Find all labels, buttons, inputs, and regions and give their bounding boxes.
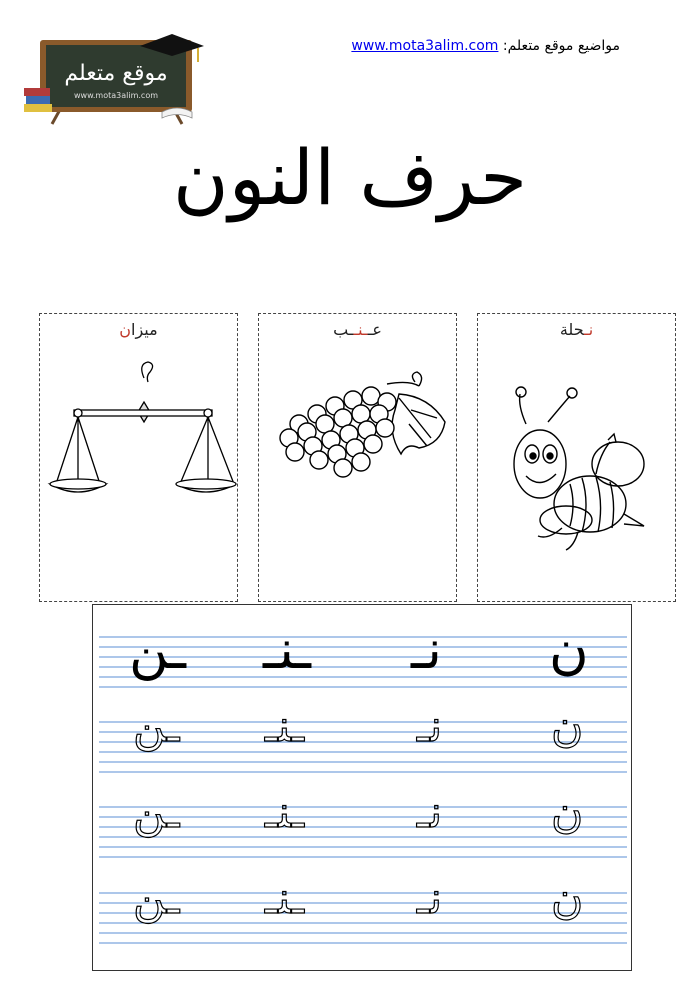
card-label-grapes: عــنــب bbox=[333, 320, 382, 339]
site-logo bbox=[22, 26, 212, 126]
trace-letter-final[interactable]: ـن bbox=[133, 873, 180, 924]
trace-letter-initial[interactable]: نـ bbox=[417, 873, 443, 924]
scale-icon bbox=[40, 314, 239, 603]
model-letter-final: ـن bbox=[129, 618, 186, 681]
grapes-icon bbox=[259, 314, 458, 603]
trace-letter-medial[interactable]: ـنـ bbox=[265, 701, 305, 752]
card-bee bbox=[477, 313, 676, 602]
site-link[interactable]: www.mota3alim.com bbox=[351, 38, 499, 54]
model-letter-medial: ـنـ bbox=[263, 618, 311, 681]
page-title: حرف النون bbox=[172, 133, 528, 222]
trace-letter-final[interactable]: ـن bbox=[133, 787, 180, 838]
trace-letter-final[interactable]: ـن bbox=[133, 701, 180, 752]
highlight-letter: ـنـ bbox=[353, 320, 368, 339]
logo-brand-text: موقع متعلم bbox=[64, 61, 168, 86]
header-line bbox=[351, 38, 620, 54]
card-grapes bbox=[258, 313, 457, 602]
trace-letter-medial[interactable]: ـنـ bbox=[265, 873, 305, 924]
trace-letter-initial[interactable]: نـ bbox=[417, 787, 443, 838]
card-scale bbox=[39, 313, 238, 602]
model-letter-isolated: ن bbox=[549, 618, 589, 681]
practice-sheet bbox=[92, 604, 632, 971]
card-label-bee: نـحلة bbox=[559, 320, 594, 339]
highlight-letter: نـ bbox=[584, 320, 594, 339]
bee-icon bbox=[478, 314, 677, 603]
trace-letter-initial[interactable]: نـ bbox=[417, 701, 443, 752]
header-prefix: مواضيع موقع متعلم: bbox=[502, 38, 620, 54]
card-label-scale: ميزان bbox=[119, 320, 158, 339]
highlight-letter: ن bbox=[119, 320, 132, 339]
trace-letter-isolated[interactable]: ن bbox=[551, 873, 584, 924]
trace-letter-medial[interactable]: ـنـ bbox=[265, 787, 305, 838]
trace-letter-isolated[interactable]: ن bbox=[551, 787, 584, 838]
model-letter-initial: نـ bbox=[411, 618, 442, 681]
trace-letter-isolated[interactable]: ن bbox=[551, 701, 584, 752]
logo-url-text: www.mota3alim.com bbox=[73, 91, 159, 100]
